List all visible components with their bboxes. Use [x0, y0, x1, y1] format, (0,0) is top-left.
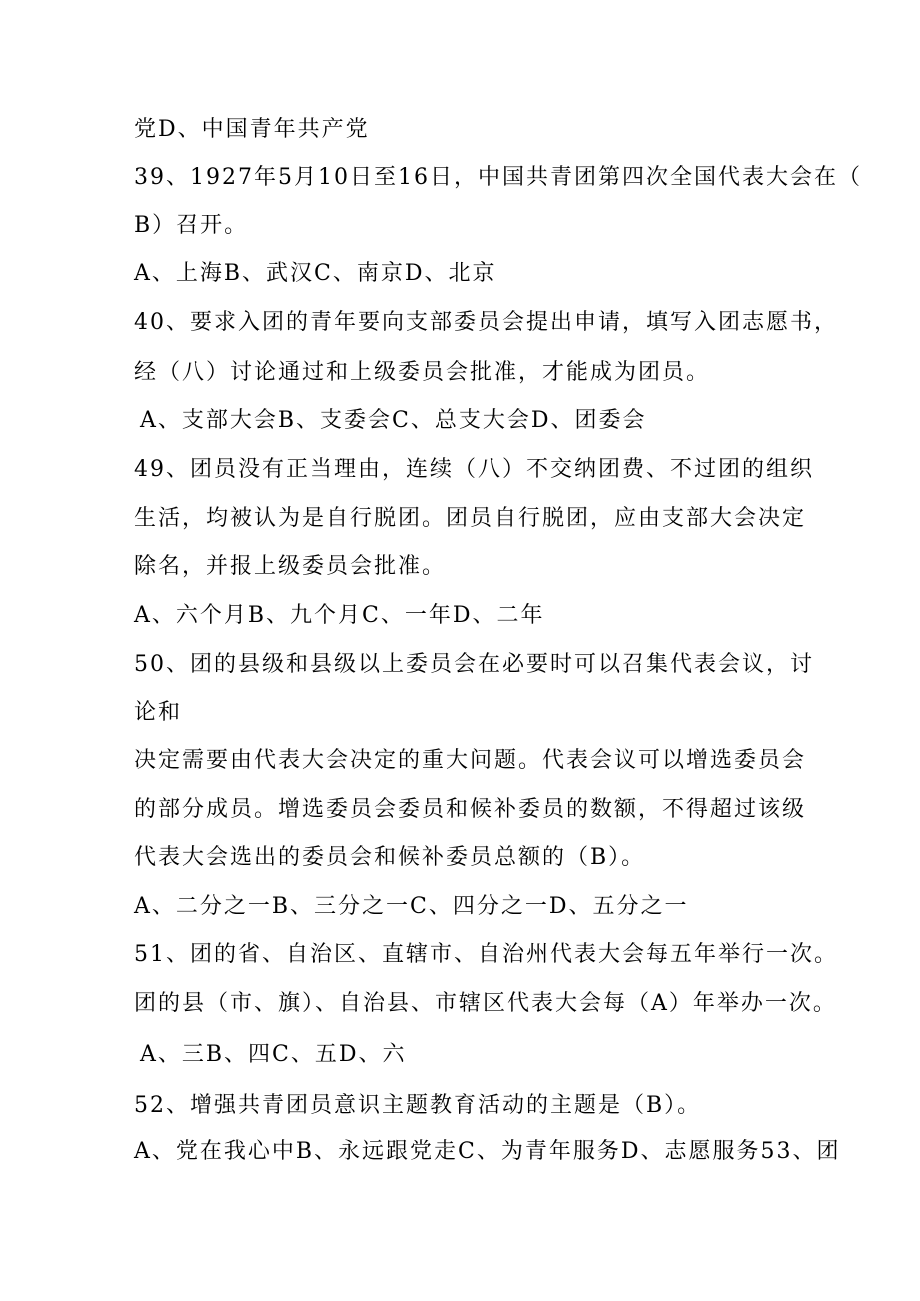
text-line: A、支部大会B、支委会C、总支大会D、团委会: [140, 408, 647, 433]
text-line: 决定需要由代表大会决定的重大问题。代表会议可以增选委员会: [134, 748, 807, 773]
text-line: 代表大会选出的委员会和候补委员总额的（B）。: [134, 845, 646, 870]
text-line: A、六个月B、九个月C、一年D、二年: [134, 603, 545, 628]
text-line: 39、1927年5月10日至16日，中国共青团第四次全国代表大会在（: [134, 165, 862, 190]
text-line: 除名，并报上级委员会批准。: [134, 554, 447, 579]
text-line: 50、团的县级和县级以上委员会在必要时可以召集代表会议，讨: [134, 652, 814, 677]
text-line: A、党在我心中B、永远跟党走C、为青年服务D、志愿服务53、团: [134, 1139, 841, 1164]
text-line: 的部分成员。增选委员会委员和候补委员的数额，不得超过该级: [134, 797, 807, 822]
text-line: 51、团的省、自治区、直辖市、自治州代表大会每五年举行一次。: [134, 942, 838, 967]
text-line: 党D、中国青年共产党: [134, 117, 370, 142]
text-line: 52、增强共青团员意识主题教育活动的主题是（B）。: [134, 1093, 702, 1118]
text-line: A、三B、四C、五D、六: [140, 1042, 407, 1067]
text-line: 40、要求入团的青年要向支部委员会提出申请，填写入团志愿书，: [134, 310, 838, 335]
text-line: A、二分之一B、三分之一C、四分之一D、五分之一: [134, 894, 689, 919]
text-line: A、上海B、武汉C、南京D、北京: [134, 261, 497, 286]
text-line: 49、团员没有正当理由，连续（八）不交纳团费、不过团的组织: [134, 457, 814, 482]
text-line: 团的县（市、旗）、自治县、市辖区代表大会每（A）年举办一次。: [134, 991, 837, 1016]
text-line: 经（八）讨论通过和上级委员会批准，才能成为团员。: [134, 360, 711, 385]
text-line: B）召开。: [134, 213, 249, 238]
text-line: 生活，均被认为是自行脱团。团员自行脱团，应由支部大会决定: [134, 506, 807, 531]
text-line: 论和: [134, 700, 183, 725]
